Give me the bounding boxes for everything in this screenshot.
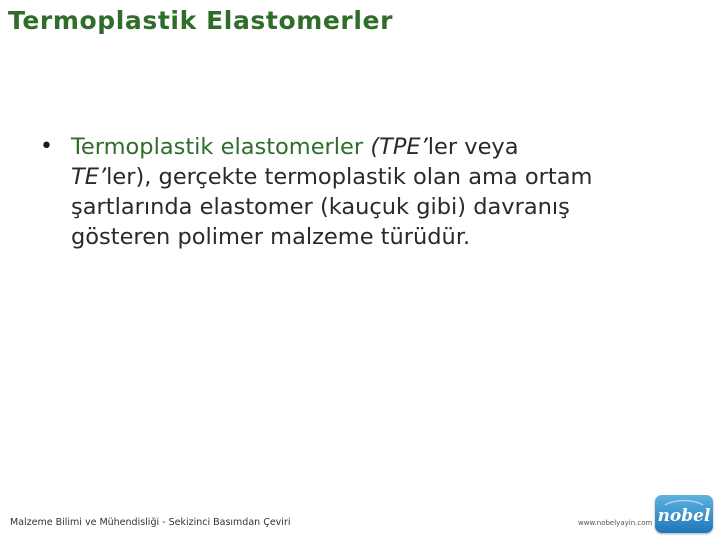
bullet-marker: • xyxy=(40,134,53,159)
footer-website: www.nobelyayin.com xyxy=(578,519,653,527)
bullet-text-1: ler veya xyxy=(427,134,519,160)
highlighted-term: Termoplastik elastomerler xyxy=(71,134,371,160)
logo-text: nobel xyxy=(657,506,711,526)
bullet-line-2 xyxy=(40,162,680,192)
bullet-line-1 xyxy=(40,132,680,162)
abbreviation-te: TE’ xyxy=(71,164,107,190)
slide-title: Termoplastik Elastomerler xyxy=(8,6,394,35)
bullet-line-3: şartlarında elastomer (kauçuk gibi) davranış xyxy=(71,194,570,220)
bullet-line-4: gösteren polimer malzeme türüdür. xyxy=(71,224,471,250)
footer-book-title: Malzeme Bilimi ve Mühendisliği - Sekizinci Basımdan Çeviri xyxy=(10,517,291,528)
abbreviation-tpe: (TPE’ xyxy=(370,134,428,160)
nobel-logo-icon xyxy=(655,495,713,533)
bullet-point xyxy=(40,132,680,252)
nobel-logo xyxy=(655,495,713,533)
bullet-text-2: ler), gerçekte termoplastik olan ama ortam xyxy=(106,164,593,190)
